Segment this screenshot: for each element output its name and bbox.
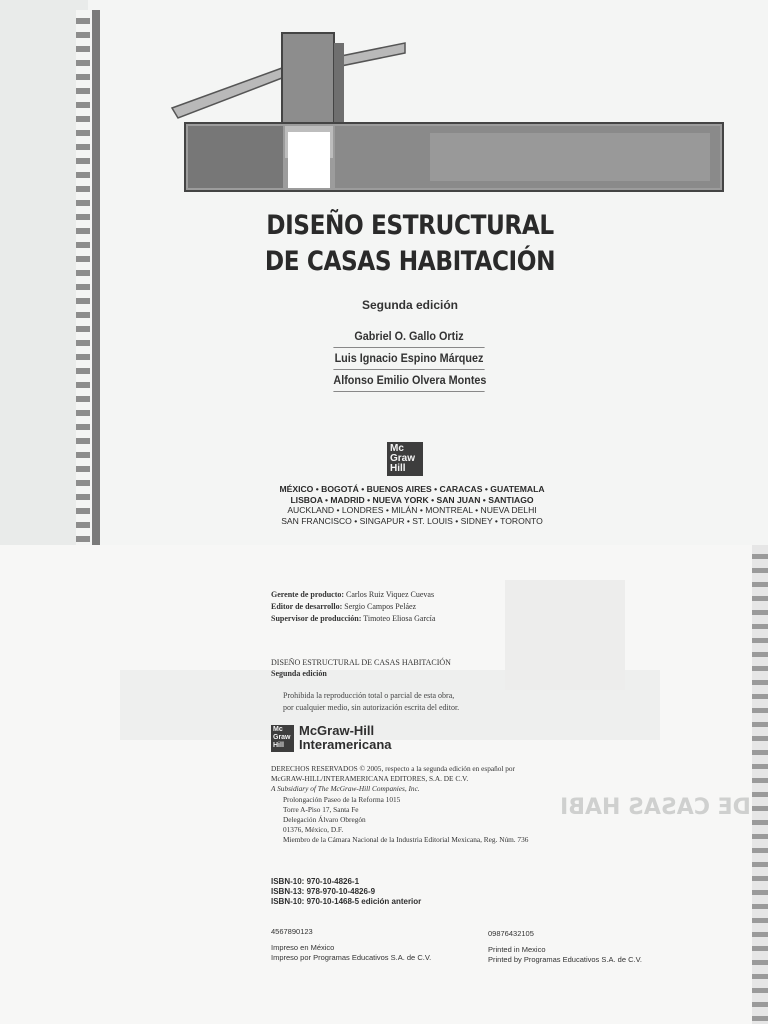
cities-line: SAN FRANCISCO • SINGAPUR • ST. LOUIS • SIDNEY • TORONTO (281, 515, 543, 526)
print-number: 09876432105 (488, 929, 534, 938)
print-info-english (488, 929, 642, 965)
spiral-binding-top (76, 10, 90, 545)
production-credits (271, 589, 435, 625)
print-line: Impreso en México (271, 943, 335, 952)
credit-value: Carlos Ruiz Viquez Cuevas (346, 590, 435, 599)
binding-edge (92, 10, 100, 545)
logo-text: Graw (273, 734, 291, 741)
copyright-book-title (271, 657, 451, 679)
cities-line: AUCKLAND • LONDRES • MILÁN • MONTREAL • NUEVA DELHI (287, 505, 537, 515)
house-illustration (170, 28, 726, 198)
notice-line: Prohibida la reproducción total o parcial de esta obra, (283, 691, 455, 700)
print-line: Impreso por Programas Educativos S.A. de C.V. (271, 953, 432, 962)
show-through-text: DE CASAS HABI (560, 795, 751, 820)
rights-block (271, 764, 528, 846)
logo-text: Graw (390, 453, 416, 464)
cities-line: LISBOA • MADRID • NUEVA YORK • SAN JUAN • SANTIAGO (290, 494, 534, 505)
credit-value: Timoteo Eliosa García (363, 614, 436, 623)
isbn-block (271, 877, 421, 907)
rights-line: DERECHOS RESERVADOS © 2005, respecto a la segunda edición en español por (271, 764, 515, 773)
logo-text: Hill (390, 463, 406, 474)
subsidiary-line: A Subsidiary of The McGraw-Hill Companies, Inc. (271, 784, 420, 794)
credit-row (271, 601, 435, 613)
book-edition-text: Segunda edición (271, 669, 327, 678)
cities-line: MÉXICO • BOGOTÁ • BUENOS AIRES • CARACAS • GUATEMALA (279, 484, 545, 494)
mcgraw-hill-logo (271, 725, 294, 752)
author-name: Gabriel O. Gallo Ortiz (333, 326, 484, 348)
credit-label: Supervisor de producción: (271, 614, 362, 623)
book-title-text: DISEÑO ESTRUCTURAL DE CASAS HABITACIÓN (271, 658, 451, 667)
publisher-name (299, 724, 392, 752)
rights-line: McGRAW-HILL/INTERAMERICANA EDITORES, S.A. DE C.V. (271, 774, 469, 784)
title-line-2: DE CASAS HABITACIÓN (264, 246, 556, 277)
publisher-cities (262, 484, 562, 526)
address-line: Delegación Álvaro Obregón (283, 815, 366, 825)
credit-value: Sergio Campos Peláez (344, 602, 417, 611)
notice-line: por cualquier medio, sin autorización escrita del editor. (283, 703, 460, 712)
isbn-line: ISBN-13: 978-970-10-4826-9 (271, 887, 376, 896)
author-name: Luis Ignacio Espino Márquez (333, 348, 484, 370)
title-line-1: DISEÑO ESTRUCTURAL (266, 210, 554, 241)
credit-label: Gerente de producto: (271, 590, 345, 599)
print-line: Printed by Programas Educativos S.A. de C.V. (488, 955, 642, 964)
publisher-line: Interamericana (299, 737, 392, 752)
show-through-shape (505, 580, 625, 690)
credit-label: Editor de desarrollo: (271, 602, 343, 611)
credit-row (271, 613, 435, 625)
isbn-line: ISBN-10: 970-10-1468-5 edición anterior (271, 897, 422, 906)
print-line: Printed in Mexico (488, 945, 546, 954)
address-line: Miembro de la Cámara Nacional de la Industria Editorial Mexicana, Reg. Núm. 736 (283, 835, 529, 845)
print-number: 4567890123 (271, 927, 313, 936)
logo-text: Mc (273, 726, 283, 733)
book-title (229, 208, 590, 280)
credit-row (271, 589, 435, 601)
address-line: 01376, México, D.F. (283, 825, 344, 835)
publisher-line: McGraw-Hill (299, 723, 375, 738)
mcgraw-hill-logo (387, 442, 423, 476)
edition-label: Segunda edición (361, 298, 458, 312)
author-list (325, 326, 493, 392)
address-line: Prolongación Paseo de la Reforma 1015 (283, 794, 401, 804)
logo-text: Mc (390, 443, 404, 454)
print-info-spanish (271, 927, 431, 963)
spiral-binding-right (752, 545, 768, 1024)
author-name: Alfonso Emilio Olvera Montes (333, 370, 484, 392)
address-line: Torre A-Piso 17, Santa Fe (283, 804, 359, 814)
logo-text: Hill (273, 742, 284, 749)
isbn-line: ISBN-10: 970-10-4826-1 (271, 877, 360, 886)
prohibition-notice (283, 690, 459, 714)
